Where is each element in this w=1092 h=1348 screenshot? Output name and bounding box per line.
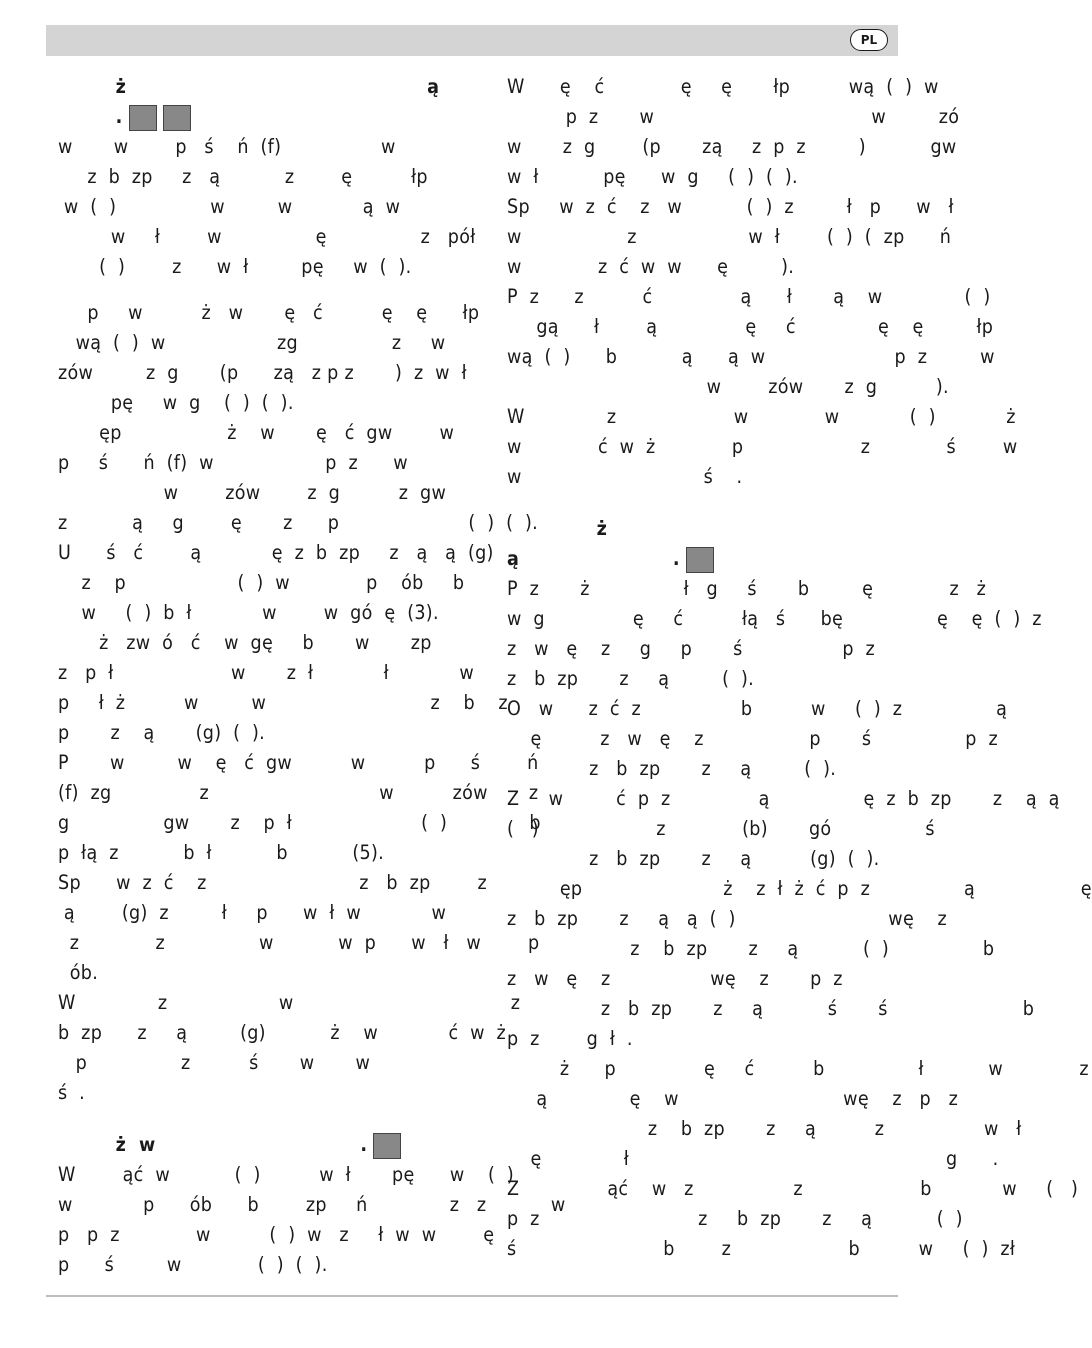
line-text: z p ( ) w p ób b (58, 571, 465, 594)
gray-square-icon (129, 105, 157, 131)
gray-square-icon (686, 547, 714, 573)
line-text: p ł ż w w z b z (58, 691, 508, 714)
section-heading (58, 1130, 453, 1160)
text-line (58, 898, 453, 928)
line-text: ( ) z (b) gó ś (507, 817, 935, 840)
section-heading (58, 102, 453, 132)
line-text: z b zp z ą ś ś b (507, 997, 1035, 1020)
line-text: O w z ć z b w ( ) z ą (507, 697, 1008, 720)
text-line (507, 664, 902, 694)
line-text: ęp ż z ł ż ć p z ą ę (507, 877, 1092, 900)
text-line (507, 252, 902, 282)
text-line (58, 598, 453, 628)
line-text: w z ć w w ę ). (507, 255, 795, 278)
text-line (58, 568, 465, 598)
text-line (58, 222, 476, 252)
line-text: ę ł g . (507, 1147, 999, 1170)
line-text: w p ób b zp ń z z w (58, 1193, 566, 1216)
line-text: w ( ) w w ą w (58, 195, 401, 218)
text-line (507, 964, 902, 994)
line-text: w ł pę w g ( ) ( ). (507, 165, 798, 188)
line-text: w ś . (507, 465, 743, 488)
text-line (507, 102, 960, 132)
line-text: W ę ć ę ę łp wą ( ) w (507, 75, 939, 98)
text-line (507, 994, 1035, 1024)
line-text: zów z g (p zą z p z ) z w ł (58, 361, 467, 384)
text-line (507, 1114, 1022, 1144)
text-line (507, 1204, 963, 1234)
line-text: pę w g ( ) ( ). (58, 391, 294, 414)
line-text: Sp w z ć z z b zp z (58, 871, 488, 894)
line-text: ż w . (58, 1133, 368, 1156)
text-line (58, 162, 453, 192)
text-line (507, 1144, 999, 1174)
line-text: wą ( ) w zg z w (58, 331, 446, 354)
text-line (58, 718, 453, 748)
text-line (58, 1160, 514, 1190)
line-text: w z w ł ( ) ( zp ń (507, 225, 952, 248)
line-text: z b zp z ą ( ). (507, 757, 837, 780)
text-line (507, 402, 1016, 432)
text-line (507, 904, 948, 934)
text-line (507, 1024, 902, 1054)
text-line (507, 814, 935, 844)
line-text: W z w w ( ) ż (507, 405, 1016, 428)
text-line (58, 838, 453, 868)
line-text: w ( ) b ł w w gó ę (3). (58, 601, 439, 624)
line-text: wą ( ) b ą ą w p z w (507, 345, 995, 368)
line-text: (f) zg z w zów z (58, 781, 539, 804)
line-text: z ą g ę z p ( ) ( ). (58, 511, 539, 534)
header-bar (46, 25, 898, 56)
line-text: p z g ł . (507, 1027, 633, 1050)
line-text: p z ą (g) ( ). (58, 721, 266, 744)
text-line (507, 1054, 1089, 1084)
line-text: ż p ę ć b ł w z (507, 1057, 1089, 1080)
line-text: ób. (58, 961, 99, 984)
text-line (507, 934, 995, 964)
line-text: p z ś w w (58, 1051, 371, 1074)
line-text: ( ) z w ł pę w ( ). (58, 255, 412, 278)
text-line (507, 1234, 1016, 1264)
text-line (58, 478, 453, 508)
text-line (507, 604, 1042, 634)
section-heading (58, 72, 453, 102)
text-line (58, 988, 521, 1018)
line-text: P z ż ł g ś b ę z ż (507, 577, 987, 600)
line-text: g gw z p ł ( ) b (58, 811, 541, 834)
text-line (58, 1018, 507, 1048)
line-text: ż (507, 517, 608, 540)
text-line (58, 1190, 566, 1220)
line-text: b zp z ą (g) ż w ć w ż (58, 1021, 507, 1044)
text-line (507, 1084, 959, 1114)
text-line (507, 132, 957, 162)
text-line (507, 312, 994, 342)
text-line (507, 1174, 1079, 1204)
line-text: p p z w ( ) w z ł w w ę (58, 1223, 495, 1246)
text-line (58, 388, 453, 418)
section-heading (507, 514, 902, 544)
text-line (58, 1048, 453, 1078)
text-line (507, 634, 902, 664)
line-text: ą ę w wę z p z (507, 1087, 959, 1110)
text-line (58, 628, 453, 658)
text-line (507, 192, 954, 222)
text-line (507, 342, 995, 372)
line-text: z b zp z ą ą ( ) wę z (507, 907, 948, 930)
text-line (507, 724, 998, 754)
text-line (58, 1250, 453, 1280)
text-line (58, 958, 453, 988)
line-text: z b zp z ą ( ). (507, 667, 754, 690)
text-line (58, 252, 453, 282)
line-text: p ś ń (f) w p z w (58, 451, 408, 474)
section-heading (507, 544, 902, 574)
line-text: P w w ę ć gw w p ś ń (58, 751, 539, 774)
text-line (58, 538, 494, 568)
line-text: z w ę z wę z p z (507, 967, 843, 990)
text-line (507, 72, 939, 102)
line-text: . (58, 105, 123, 128)
text-line (507, 282, 991, 312)
gray-square-icon (163, 105, 191, 131)
line-text: w w p ś ń (f) w (58, 135, 396, 158)
text-line (58, 418, 453, 448)
text-line (507, 844, 902, 874)
text-line (507, 462, 902, 492)
line-text: z w ę z g p ś p z (507, 637, 876, 660)
text-line (58, 658, 475, 688)
line-text: w zów z g ). (507, 375, 949, 398)
text-line (58, 778, 539, 808)
text-line (58, 808, 541, 838)
text-line (58, 298, 480, 328)
text-line (58, 358, 467, 388)
paragraph-gap (58, 282, 453, 298)
text-line (507, 372, 949, 402)
text-line (58, 448, 453, 478)
footer-divider (46, 1295, 898, 1297)
text-line (507, 694, 1008, 724)
line-text: w ć w ż p z ś w (507, 435, 1018, 458)
line-text: ś b z b w ( ) zł (507, 1237, 1016, 1260)
line-text: Z w ć p z ą ę z b zp z ą ą (507, 787, 1060, 810)
line-text: ż zw ó ć w gę b w zp (58, 631, 432, 654)
line-text: z z w w p w ł w p (58, 931, 540, 954)
text-line (58, 928, 540, 958)
line-text: z b zp z ą ( ) b (507, 937, 995, 960)
line-text: ś . (58, 1081, 86, 1104)
line-text: P z z ć ą ł ą w ( ) (507, 285, 991, 308)
line-text: gą ł ą ę ć ę ę łp (507, 315, 994, 338)
paragraph-gap (507, 492, 902, 514)
text-line (58, 132, 453, 162)
text-line (58, 192, 453, 222)
text-line (58, 688, 508, 718)
text-line (507, 432, 1018, 462)
text-line (507, 222, 952, 252)
line-text: p łą z b ł b (5). (58, 841, 384, 864)
text-line (507, 874, 1092, 904)
text-line (58, 1220, 495, 1250)
line-text: W z w z (58, 991, 521, 1014)
line-text: p z z b zp z ą ( ) (507, 1207, 963, 1230)
line-text: w ł w ę z pół (58, 225, 476, 248)
line-text: ęp ż w ę ć gw w (58, 421, 455, 444)
line-text: W ąć w ( ) w ł pę w ( ) (58, 1163, 514, 1186)
line-text: w z g (p zą z p z ) gw (507, 135, 957, 158)
line-text: ę z w ę z p ś p z (507, 727, 998, 750)
line-text: w zów z g z gw (58, 481, 447, 504)
line-text: p ś w ( ) ( ). (58, 1253, 328, 1276)
text-line (58, 1078, 453, 1108)
text-line (507, 162, 902, 192)
line-text: z b zp z ą z ę łp (58, 165, 428, 188)
text-line (58, 748, 539, 778)
text-line (507, 754, 902, 784)
text-line (58, 508, 539, 538)
line-text: z p ł w z ł ł w (58, 661, 475, 684)
line-text: p w ż w ę ć ę ę łp (58, 301, 480, 324)
text-line (58, 328, 453, 358)
text-line (58, 868, 488, 898)
left-column (58, 72, 566, 1280)
right-column (507, 72, 1092, 1264)
line-text: Sp w z ć z w ( ) z ł p w ł (507, 195, 954, 218)
text-line (507, 574, 987, 604)
line-text: U ś ć ą ę z b zp z ą ą (g) (58, 541, 494, 564)
line-text: ą . (507, 547, 680, 570)
paragraph-gap (58, 1108, 453, 1130)
line-text: w g ę ć łą ś bę ę ę ( ) z (507, 607, 1042, 630)
line-text: z b zp z ą z w ł (507, 1117, 1022, 1140)
language-badge: PL (850, 29, 888, 51)
line-text: p z w w zó (507, 105, 960, 128)
gray-square-icon (373, 1133, 401, 1159)
line-text: ą (g) z ł p w ł w w (58, 901, 447, 924)
line-text: Z ąć w z z b w ( ) (507, 1177, 1079, 1200)
line-text: z b zp z ą (g) ( ). (507, 847, 880, 870)
line-text: ż ą (58, 75, 440, 98)
text-line (507, 784, 1060, 814)
